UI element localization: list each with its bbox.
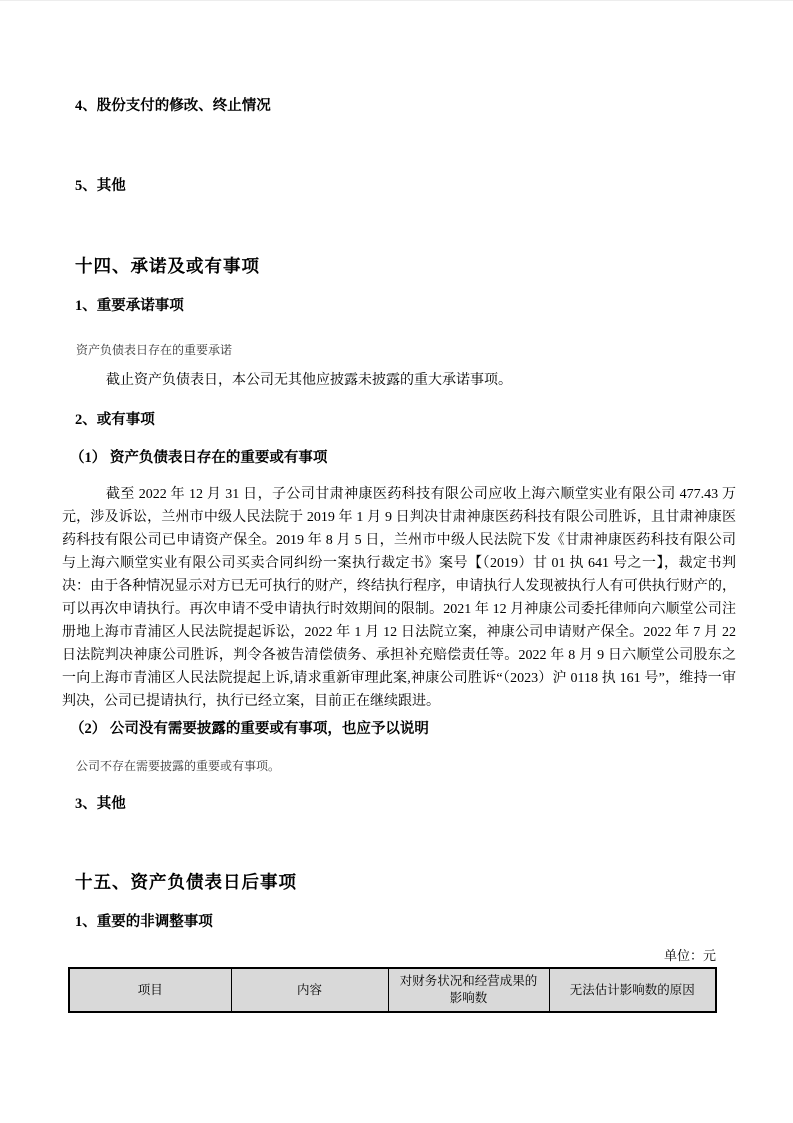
table-header-financial-impact: 对财务状况和经营成果的影响数 bbox=[388, 968, 549, 1012]
heading-commitments-section: 十四、承诺及或有事项 bbox=[75, 256, 260, 276]
text-no-contingencies: 公司不存在需要披露的重要或有事项。 bbox=[76, 759, 281, 773]
heading-important-commitments: 1、重要承诺事项 bbox=[75, 298, 184, 314]
table-header-unestimable-reason: 无法估计影响数的原因 bbox=[549, 968, 716, 1012]
heading-share-payment-other: 5、其他 bbox=[75, 178, 126, 194]
post-events-table bbox=[68, 967, 717, 1013]
note-balance-sheet-commitments: 资产负债表日存在的重要承诺 bbox=[76, 343, 233, 357]
table-header-content: 内容 bbox=[231, 968, 388, 1012]
table-header-item: 项目 bbox=[69, 968, 231, 1012]
unit-label: 单位：元 bbox=[663, 948, 716, 963]
heading-non-adjusting-events: 1、重要的非调整事项 bbox=[75, 914, 213, 930]
heading-contingencies: 2、或有事项 bbox=[75, 412, 155, 428]
heading-share-payment-modification: 4、股份支付的修改、终止情况 bbox=[75, 98, 271, 114]
heading-contingency-item2: （2） 公司没有需要披露的重要或有事项，也应予以说明 bbox=[70, 721, 429, 737]
table-header-row bbox=[69, 968, 716, 1012]
heading-post-balance-sheet-section: 十五、资产负债表日后事项 bbox=[75, 872, 297, 892]
paragraph-contingency-lawsuit: 截至 2022 年 12 月 31 日，子公司甘肃神康医药科技有限公司应收上海六顺堂实业有限公司 477.43 万元，涉及诉讼，兰州市中级人民法院于 2019 年 1 月 9 日判决甘肃神康医药科技有限公司胜诉，且甘肃神康医药科技有限公司已申请资产保全。2019 年 8 月 5 日，兰州市中级人民法院下发《甘肃神康医药科技有限公司与上海六顺堂实业有限公司买卖合同纠纷一案执行裁定书》案号【（2019）甘 01 执 641 号之一】，裁定书判决：由于各种情况显示对方已无可执行的财产，终结执行程序，申请执行人发现被执行人有可供执行财产的，可以再次申请执行。再次申请不受申请执行时效期间的限制。2021 年 12 月神康公司委托律师向六顺堂公司注册地上海市青浦区人民法院提起诉讼，2022 年 1 月 12 日法院立案，神康公司申请财产保全。2022 年 7 月 22 日法院判决神康公司胜诉，判令各被告清偿债务、承担补充赔偿责任等。2022 年 8 月 9 日六顺堂公司股东之一向上海市青浦区人民法院提起上诉,请求重新审理此案,神康公司胜诉“（2023）沪 0118 执 161 号”，维持一审判决，公司已提请执行，执行已经立案，目前正在继续跟进。 bbox=[62, 487, 736, 709]
heading-commitments-other: 3、其他 bbox=[75, 796, 126, 812]
heading-contingency-item1: （1） 资产负债表日存在的重要或有事项 bbox=[70, 450, 328, 466]
text-no-major-commitments: 截止资产负债表日，本公司无其他应披露未披露的重大承诺事项。 bbox=[106, 373, 512, 388]
